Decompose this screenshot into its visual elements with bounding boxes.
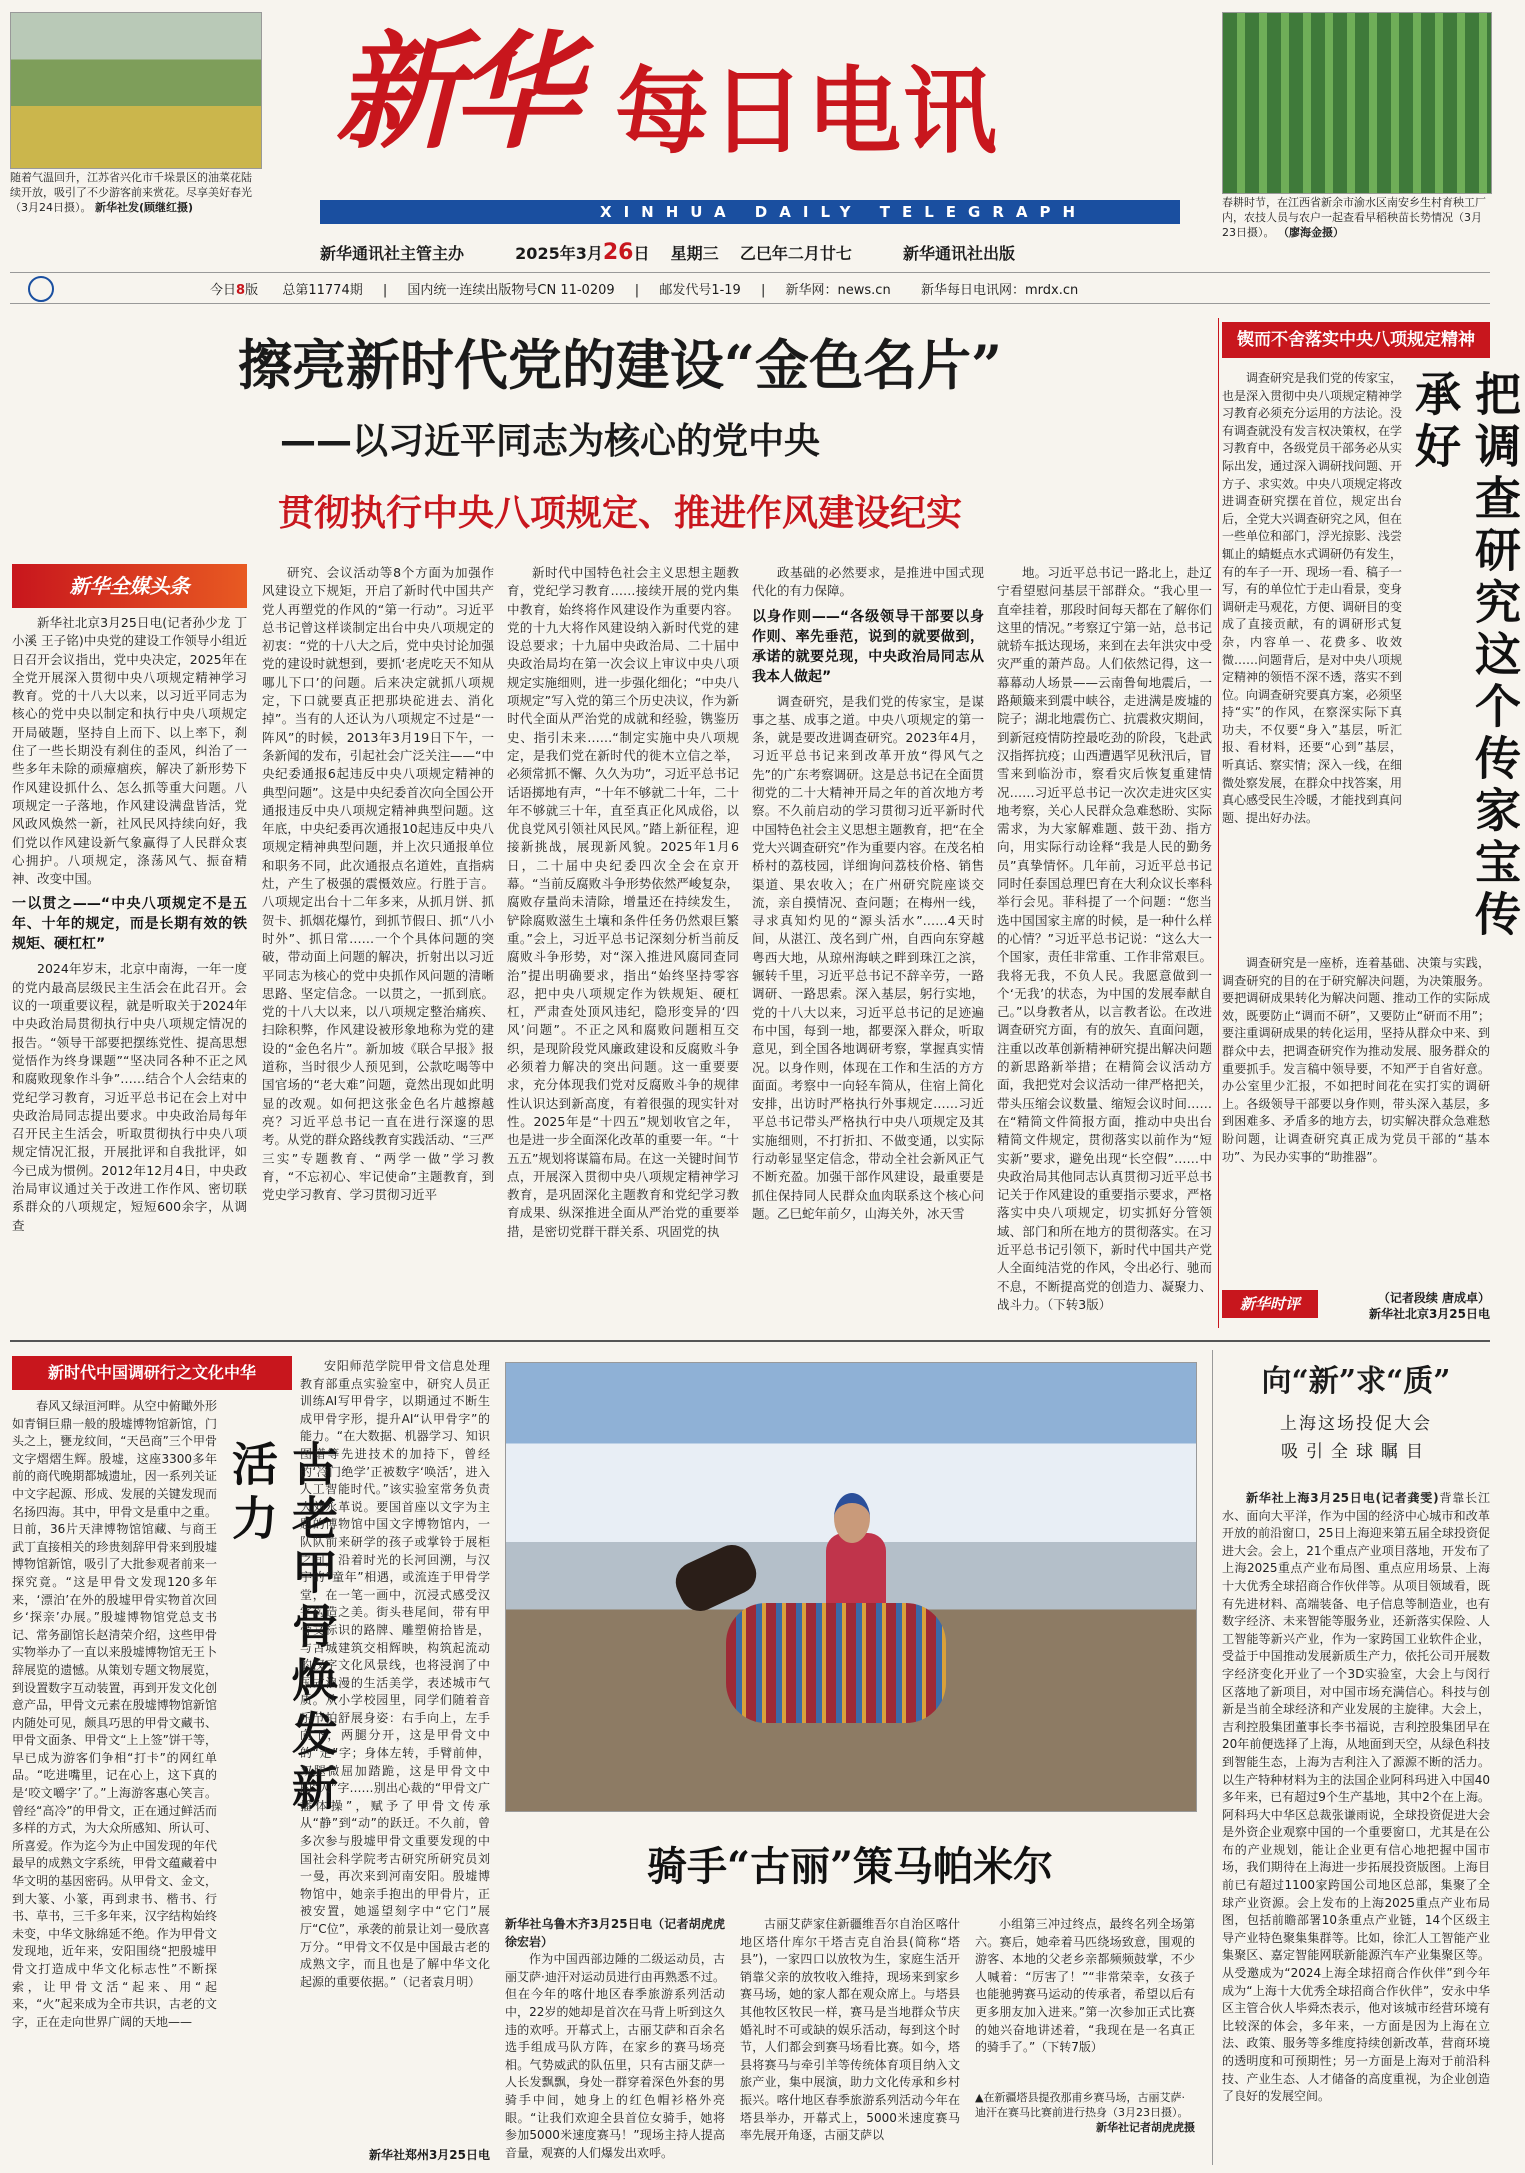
horse-body [726,1603,946,1723]
lead-headline: 擦亮新时代党的建设“金色名片” [237,333,1003,397]
info-bar-text: 今日8版 总第11774期 | 国内统一连续出版物号CN 11-0209 | 邮发代号1-19 | 新华网：news.cn 新华每日电讯网：mrdx.cn [210,283,1079,298]
right-column-border [1218,318,1219,1328]
culture-col1-text: 春风又绿洹河畔。从空中俯瞰外形如青铜巨鼎一般的殷墟博物馆新馆，门头之上，甕龙纹间，“天邑商”三个甲骨文字熠熠生辉。殷墟，这座3300多年前的商代晚期都城遗址，因一系列关证中文字起源、形成、发展的关键发现而名扬四海。其中，甲骨文是重中之重。日前，36片天津博物馆馆藏、与商王武丁直接相关的珍贵刻辞甲骨来到殷墟博物馆新馆，吸引了大批参观者前来一探究竟。“这是甲骨文发现120多年来，‘漂泊’在外的殷墟甲骨实物首次回乡‘探亲’办展。”殷墟博物馆党总支书记、常务副馆长赵清荣介绍，这些甲骨实物举办了一直以来殷墟博物馆无王卜辞展览的遗憾。从策划专题文物展览，到设置数字互动装置，再到开发文化创意产品，甲骨文元素在殷墟博物馆新馆内随处可见，颇具巧思的甲骨文藏书、甲骨文面条、甲骨文“上上签”饼干等，早已成为游客们争相“打卡”的网红单品。“吃进嘴里，记在心上，这下真的是‘咬文嚼字’了。”上海游客惠心笑言。曾经“高冷”的甲骨文，正在通过鲜活而多样的方式，为大众所感知、所认可、所喜爱。作为迄今为止中国发现的年代最早的成熟文字系统，甲骨文蕴藏着中华文明的基因密码。从甲骨文、金文，到大篆、小篆，再到隶书、楷书、行书、草书，三千多年来，汉字结构始终未变，中华文脉绵延不绝。作为甲骨文发现地，近年来，安阳围绕“把殷墟甲骨文打造成中华文化标志性”不断探索，让甲骨文活“起来、用“起来，“火”起来成为全市共识，古老的文字，正在走向世界广阔的天地—— [12,1399,217,2029]
date-prefix: 2025年3月 [515,244,603,263]
masthead-title-xinhua: 新华 [335,18,571,166]
weekday: 星期三 [670,244,719,263]
culture-dateline: 新华社郑州3月25日电 [368,2148,490,2162]
lead-col4-text: 政基础的必然要求，是推进中国式现代化的有力保障。 [752,565,984,599]
info-bar [10,272,1490,304]
sponsor: 新华通讯社主管主办 [320,244,465,263]
lead-col5-text: 地。习近平总书记一路北上，赴辽宁看望慰问基层干部群众。“我心里一直牵挂着，那段时间每天都在了解你们这里的情况。”考察辽宁第一站，总书记就轿车抵达现场，来到在去年洪灾中受灾严重的萧芦岛。人们依然记得，这一幕幕动人场景——云南鲁甸地震后，一路颠簸来到震中峡谷，走进满是废墟的院子；湖北地震伤亡、抗震救灾期间，到新冠疫情防控最吃劲的阶段，飞赴武汉指挥抗疫；山西遭遇罕见秋汛后，冒雪来到临汾市，察看灾后恢复重建情况……习近平总书记一次次走进灾区实地考察，关心人民群众急难愁盼、实际需求，为大家解难题、鼓干劲、指方向，用实际行动诠释“我是人民的勤务员”真挚情怀。几年前，习近平总书记同时任泰国总理巴育在大利众议长率科举行会见。菲科提了一个问题：“您当选中国国家主席的时候，是一种什么样的心情？”习近平总书记说：“这么大一个国家，责任非常重、工作非常艰巨。我将无我，不负人民。我愿意做到一个‘无我’的状态，为中国的发展奉献自己。”以身教者从，以言教者讼。在改进调查研究方面，有的放矢、直面问题，注重以改革创新精神研究提出解决问题的新思路新举措；在精简会议活动方面，我把党对会议活动一律严格把关，带头压缩会议数量、缩短会议时间……在“精简文件简报方面，推动中央出台精简文件规定，贯彻落实以前作为“短实新”要求，避免出现“长空假”……中央政治局其他同志认真贯彻习近平总书记关于作风建设的重要指示要求，严格落实中央八项规定，切实抓好分管领域、部门和所在地方的贯彻落实。在习近平总书记引领下，新时代中国共产党人全面纯洁党的作风，令出必行、驰而不息，不断提高党的创造力、凝聚力、战斗力。（下转3版） [997,565,1212,1312]
lead-subhead2: 贯彻执行中央八项规定、推进作风建设纪实 [277,493,962,534]
lead-col-4 [752,564,984,1326]
right-column-credit [1326,1290,1490,1322]
info-web2: 新华每日电讯网：mrdx.cn [920,283,1079,298]
horse-rider-figure [716,1513,946,1793]
feature-col-3 [975,1916,1195,2076]
feature-col-1 [505,1916,725,2166]
right-caption-text: 春耕时节，在江西省新余市渝水区南安乡生村育秧工厂内，农技人员与农户一起查看早稻秧苗长势情况（3月23日摄）。 [1222,196,1486,239]
lead-col1b-text: 2024年岁末，北京中南海，一年一度的党内最高层级民主生活会在此召开。会议的一项重要议程，就是听取关于2024年中央政治局贯彻执行中央八项规定情况的报告。“领导干部要把摆练党性、提高思想觉悟作为终身课题”“坚决同各种不正之风和腐败现象作斗争”……结合个人会结束的党纪学习教育，习近平总书记在会上对中央政治局同志提出要求。中央政治局每年召开民主生活会，听取贯彻执行中央八项规定情况汇报，开展批评和自我批评，如今已成为惯例。2012年12月4日，中央政治局审议通过关于改进工作作风、密切联系群众的八项规定，短短600余字，从调查 [12,961,247,1233]
lead-col-5 [997,564,1212,1326]
feature-caption-credit: 新华社记者胡虎虎摄 [1096,2121,1195,2134]
masthead-title-rest: 每日电讯 [615,58,1000,167]
info-post: 邮发代号1-19 [659,283,741,298]
shanghai-sub2: 吸引全球瞩目 [1281,1442,1431,1462]
masthead-left-photo [10,12,262,169]
feature-col2-text: 古丽艾萨家住新疆维吾尔自治区喀什地区塔什库尔干塔吉克自治县(简称“塔县”)，一家四口以放牧为生，家庭生活开销靠父亲的放牧收入维持，现场来到家乡赛马场，她的家人都在观众席上。与塔县其他牧区牧民一样，赛马是当地群众节庆婚礼时不可或缺的娱乐活动，每到这个时节，人们都会到赛马场看比赛。如今，塔县将赛马与牵引羊等传统体育项目纳入文旅产业，集中展演，助力文化传承和乡村振兴。喀什地区春季旅游系列活动今年在塔县举办，开幕式上，5000米速度赛马率先展开角逐，古丽艾萨以 [740,1917,960,2143]
masthead-left-caption [10,170,260,215]
masthead-right-caption [1222,195,1490,240]
right-dateline: 新华社北京3月25日电 [1368,1307,1490,1321]
shanghai-sub1: 上海这场投促大会 [1280,1414,1432,1434]
masthead-right-photo [1222,12,1492,194]
rider-head [834,1493,870,1543]
xinhua-logo-icon [28,276,54,302]
culture-banner: 新时代中国调研行之文化中华 [12,1356,292,1390]
lead-col2-text: 研究、会议活动等8个方面为加强作风建设立下规矩，开启了新时代中国共产党人再塑党的作风的“第一行动”。习近平总书记曾这样谈制定出台中央八项规定的初衷：“党的十八大之后，党中央讨论加强党的建设时就想到，要抓‘老虎吃天不知从哪儿下口’的问题。后来决定就抓八项规定，下口就要真正把那块砣进去、消化掉”。当有的人还认为八项规定不过是“一阵风”的时候，2013年3月19日下午，一条新闻的发布，引起社会广泛关注——“中央纪委通报6起违反中央八项规定精神的典型问题”。这是中央纪委首次向全国公开通报违反中央八项规定精神典型问题。这年底，中央纪委再次通报10起违反中央八项规定精神典型问题，并上次只通报单位和职务不同，此次通报点名道姓，直指病灶，产生了极强的震慑效应。行胜于言。八项规定出台十二年多来，从抓月饼、抓贺卡、抓烟花爆竹，到抓节假日、抓“八小时外”、抓日常……一个个具体问题的突破，带动面上问题的解决，折射出以习近平同志为核心的党中央抓作风问题的清晰思路、坚定信念。一以贯之，一抓到底。党的十八大以来，以八项规定整治痛疾、扫除积弊，作风建设被形象地称为党的建设的“金色名片”。新加坡《联合早报》报道称，当时很少人预见到，公款吃喝等中国官场的“老大难”问题，竟然出现如此明显的改观。如何把这张金色名片越擦越亮？习近平总书记一直在进行深邃的思考。从党的群众路线教育实践活动、“三严三实”专题教育、“两学一做”学习教育，“不忘初心、牢记使命”主题教育，到党史学习教育、学习贯彻习近平 [262,565,494,1203]
left-caption-text: 随着气温回升，江苏省兴化市千垛景区的油菜花陆续开放，吸引了不少游客前来赏花。尽享美好春光（3月24日摄）。 [10,171,252,214]
culture-col2-text: 安阳师范学院甲骨文信息处理教育部重点实验室中，研究人员正训练AI写甲骨字，以期通过不断生成甲骨字形，提升AI“认甲骨字”的能力。“在大数据、机器学习、知识图谱等先进技术的加持下，曾经的‘冷门绝学’正被数字‘唤活’，进入人工智能时代。”该实验室常务负责人刘永革说。要国首座以文字为主题的博物馆中国文字博物馆内，一队队前来研学的孩子或掌铃于展柜之间，沿着时光的长河回溯，与汉字的“童年”相遇，或流连于甲骨学堂，在一笔一画中，沉浸式感受汉字构造之美。街头巷尾间，带有甲骨文标识的路牌、雕塑俯拾皆是，与古城建筑交相辉映，构筑起流动的汉字文化风景线，也将浸润了中国式浪漫的生活美学，表述城市气质。从小学校园里，同学们随着音乐节拍舒展身姿：右手向上，左手向下，两腿分开，这是甲骨文中的“走”字；身体左转，手臂前伸，双腿微屈加踏跪，这是甲骨文中的“人”字……别出心裁的“甲骨文广播体操”，赋予了甲骨文传承从“静”到“动”的跃迁。不久前，曾多次参与殷墟甲骨文重要发现的中国社会科学院考古研究所研究员刘一曼，再次来到河南安阳。殷墟博物馆中，她亲手抱出的甲骨片，正被安置，她遥望刻字中“它门”展厅“C位”，承袭的前景让刘一曼欣喜万分。“甲骨文不仅是中国最古老的成熟文字，而且也是了解中华文化起源的重要依据。”（记者袁月明） [300,1359,490,1989]
masthead-title-en: XINHUA DAILY TELEGRAPH [600,203,1088,221]
feature-headline: 骑手“古丽”策马帕米尔 [646,1843,1053,1890]
feature-photo-caption [975,2090,1195,2135]
lead-col-3 [507,564,739,1326]
lead-col-1 [12,614,247,1326]
lunar-date: 乙巳年二月廿七 [739,244,852,263]
right-column-body2 [1222,955,1490,1285]
info-web: 新华网：news.cn [785,283,891,298]
shanghai-body-text: 背靠长江水、面向大平洋，作为中国的经济中心城市和改革开放的前沿窗口，25日上海迎来第五届全球投资促进大会。会上，21个重点产业项目落地，开发布了上海2025重点产业布局图、重点应用场景、上海十大优秀全球招商合作伙伴等。从项目领域看，既有先进材料、高端装备、电子信息等制造业，也有数字经济、未来智能等服务业，还新落实保险、人工智能等新兴产业，作为一家跨国工业软件企业，受益于中国推动发展新质生产力，依托公司开展数字经济变化开业了一个3D实验室，大会上与闵行区落地了新项目，对中国市场充满信心。科技与创新是当前全球经济和产业发展的主旋律。大会上，吉利控股集团董事长李书福说，吉利控股集团早在20年前便选择了上海，从地面到天空，从绿色科技到智能生态，上海为吉利注入了源源不断的活力。以生产特种材料为主的法国企业阿科玛进入中国40多年来，已有超过9个生产基地，其中2个在上海。阿科玛大中华区总裁张谦雨说，全球投资促进大会是外资企业观察中国的一个重要窗口，尤其是在公布的产业规划，能让企业更有信心地把握中国市场，我们期待在上海进一步拓展投资版图。上海目前已有超过1100家跨国公司地区总部，集聚了全球产业资源。会上发布的上海2025重点产业布局图，包括前瞻部署10条重点产业链，14个区级主导产业特色聚集集群等。比如，徐汇人工智能产业集聚区、嘉定智能网联新能源汽车产业集聚区等。从受邀成为“2024上海全球招商合作伙伴”到今年成为“上海十大优秀全球招商合作伙伴”，安永中华区主管合伙人毕舜杰表示，他对该城市经营环境有比较深的体会，多年来，一方面是因为上海在立法、政策、服务等多维度持续创新改革，营商环境的透明度和可预期性；另一方面是上海对于前沿科技、产业生态、人才储备的高度重视，为企业创造了良好的发展空间。 [1222,1491,1490,2104]
feature-dateline: 新华社乌鲁木齐3月25日电（记者胡虎虎 徐宏岩） [505,1917,725,1949]
date-suffix: 日 [633,244,650,263]
info-pages-label: 今日 [210,283,237,298]
right-caption-credit: （廖海金摄） [1278,226,1344,239]
lead-col-2 [262,564,494,1326]
feature-col1-text: 作为中国西部边陲的二级运动员，古丽艾萨·迪汗对运动员进行由再熟悉不过。但在今年的喀什地区春季旅游系列活动中，22岁的她却是首次在马背上听到这久违的欢呼。开幕式上，古丽艾萨和百余名选手组成马队方阵，在家乡的赛马场亮相。气势威武的队伍里，只有古丽艾萨一人长发飘飘，身处一群穿着深色外套的男骑手中间，她身上的红色帽衫格外亮眼。“让我们欢迎全县首位女骑手，她将参加5000米速度赛马！”现场主持人提高音量，观赛的人们爆发出欢呼。 [505,1952,725,2160]
shanghai-body [1222,1490,1490,2166]
shanghai-headline: 向“新”求“质” [1261,1364,1451,1399]
lead-subhead1: ——以习近平同志为核心的党中央 [280,421,821,462]
info-pages: 8 [236,283,246,298]
lead-tag: 新华全媒头条 [12,564,247,608]
info-cn: 国内统一连续出版物号CN 11-0209 [407,283,615,298]
right-column-body1 [1222,370,1402,950]
lead-col4b-text: 调查研究，是我们党的传家宝，是谋事之基、成事之道。中央八项规定的第一条，就是要改进调查研究。2023年4月，习近平总书记来到改革开放“得风气之先”的广东考察调研。这是总书记在全面贯彻党的二十大精神开局之年的首次地方考察。不久前启动的学习贯彻习近平新时代中国特色社会主义思想主题教育，把“在全党大兴调查研究”作为重要内容。在茂名柏桥村的荔枝园，详细询问荔枝价格、销售渠道、果农收入；在广州研究院座谈交流，亲自摸情况、查问题；在梅州一线，寻求真知灼见的“源头活水”……4天时间，从湛江、茂名到广州，自西向东穿越粤西大地，从琼州海峡之畔到珠江之滨，辗转千里，习近平总书记不辞辛劳，一路调研、一路思索。深入基层，躬行实地，党的十八大以来，习近平总书记的足迹遍布中国，每到一地，都要深入群众，听取意见，到全国各地调研考察，掌握真实情况。以身作则，体现在工作和生活的方方面面。考察中一向轻车简从，住宿上简化安排，出访时严格执行外事规定……习近平总书记带头严格执行中央八项规定及其实施细则，不打折扣、不做变通，以实际行动彰显坚定信念，带动全社会新风正气不断充盈。加强干部作风建设，最重要是抓住保持同人民群众血肉联系这个核心问题。乙巳蛇年前夕，山海关外，冰天雪 [752,693,984,1221]
feature-col-2 [740,1916,960,2166]
culture-headline: 古老甲骨焕发新活力 [225,1440,339,1818]
feature-photo [505,1362,1197,1812]
right-body1-text: 调查研究是我们党的传家宝，也是深入贯彻中央八项规定精神学习教育必须充分运用的方法论。没有调查就没有发言权决策权，在学习教育中，各级党员干部务必从实际出发，通过深入调研找问题、开方子、求实效。中央八项规定将改进调查研究摆在首位，规定出台后，全党大兴调查研究之风，但在一些单位和部门，浮光掠影、浅尝辄止的蜻蜓点水式调研仍有发生，有的车子一开、现场一看、稿子一写，有的单位忙于走山看景，变身调研走马观花，方便、调研目的变成了直接贡献，有的调研形式复杂，内容单一、花费多、收效微……问题背后，是对中央八项规定精神的领悟不深不透，落实不到位。向调查研究要真方案，必须坚持“实”的作风，在察深实际下真功夫，不仅要“身入”基层，听汇报、看材料，还要“心到”基层，听真话、察实情；深入一线，在细微处察发展，在群众中找答案，用真心感受民生冷暖，才能找到真问题、提出好办法。 [1222,371,1403,825]
culture-col-1 [12,1398,217,2166]
left-caption-credit: 新华社发(顾继红摄) [95,201,194,214]
masthead-dateline [320,240,1190,266]
lead-col1-text: 新华社北京3月25日电(记者孙少龙 丁小溪 王子铭)中央党的建设工作领导小组近日召开会议指出，党中央决定，2025年在全党开展深入贯彻中央八项规定精神学习教育。党的十八大以来，以习近平同志为核心的党中央以制定和执行中央八项规定开局破题，坚持自上而下、以上率下，刹住了一些长期没有刹住的歪风，纠治了一些多年未除的顽瘴痼疾，解决了新形势下作风建设抓什么、怎么抓等重大问题。八项规定一子落地，作风建设满盘皆活，党风政风焕然一新，社风民风持续向好，我们党以作风建设新气象赢得了人民群众衷心拥护。八项规定，涤荡风气、振奋精神、改变中国。 [12,615,247,887]
shanghai-border [1212,1350,1213,2165]
right-column-tag: 新华时评 [1222,1290,1318,1318]
lead-col1-subhead: 一以贯之——“中央八项规定不是五年、十年的规定，而是长期有效的铁规矩、硬杠杠” [12,896,247,953]
lead-col3-text: 新时代中国特色社会主义思想主题教育，党纪学习教育……接续开展的党内集中教育，始终将作风建设作为重要内容。党的十九大将作风建设纳入新时代党的建设总要求；十九届中央政治局、二十届中央政治局均在第一次会议上审议中央八项规定实施细则，进一步强化细化；“中央八项规定”写入党的第三个历史决议，作为新时代全面从严治党的成就和经验，镌鉴历史、指引未来……“制定实施中央八项规定，是我们党在新时代的徙木立信之举，必须常抓不懈、久久为功”，习近平总书记话语掷地有声，“十年不够就二十年，二十年不够就三十年，直至真正化风成俗，以优良党风引领社风民风。”踏上新征程，迎接新挑战，展现新风貌。2025年1月6日，二十届中央纪委四次全会在京开幕。“当前反腐败斗争形势依然严峻复杂，腐败存量尚未清除，增量还在持续发生，铲除腐败滋生土壤和条件任务仍然艰巨繁重。”会上，习近平总书记深刻分析当前反腐败斗争形势，对“深入推进风腐同查同治”提出明确要求，指出“始终坚持零容忍，把中央八项规定作为铁规矩、硬杠杠，严肃查处顶风违纪，隐形变异的‘四风’问题”。不正之风和腐败问题相互交织，是现阶段党风廉政建设和反腐败斗争必须着力解决的突出问题。这一重要要求，充分体现我们党对反腐败斗争的规律性认识达到新高度，有着很强的现实针对性。2025年是“十四五”规划收官之年，也是进一步全面深化改革的重要一年。“十五五”规划将谋篇布局。在这一关键时间节点，开展深入贯彻中央八项规定精神学习教育，是巩固深化主题教育和党纪学习教育成果、纵深推进全面从严治党的重要举措，是密切党群干群关系、巩固党的执 [507,565,739,1239]
feature-col3-text: 小组第三冲过终点，最终名列全场第六。赛后，她牵着马匹绕场致意，围观的游客、本地的父老乡亲都频频鼓掌，不少人喊着：“厉害了！”“非常荣幸，女孩子也能驰骋赛马运动的传承者，希望以后有更多朋友加入进来。”第一次参加正式比赛的她兴奋地讲述着，“我现在是一名真正的骑手了。”（下转7版） [975,1917,1195,2055]
right-column-banner: 锲而不舍落实中央八项规定精神 [1222,322,1490,358]
feature-caption-text: ▲在新疆塔县提孜那甫乡赛马场，古丽艾萨·迪汗在赛马比赛前进行热身（3月23日摄）。 [975,2091,1189,2119]
date-day: 26 [602,240,634,265]
section-divider [10,1340,1490,1342]
right-body2-text: 调查研究是一座桥，连着基础、决策与实践，调查研究的目的在于研究解决问题，为决策服务。要把调研成果转化为解决问题、推动工作的实际成效，既要防止“调而不研”，又要防止“研而不用”；要注重调研成果的转化运用，坚持从群众中来、到群众中去，把调查研究作为推动发展、服务群众的重要抓手。发言稿中领导要，不知严于自省好意。办公室里少汇报，不如把时间花在实打实的调研上。各级领导干部要以身作则，带头深入基层，多到困难多、矛盾多的地方去，切实解决群众急难愁盼问题，让调查研究真正成为党员干部的“基本功”、为民办实事的“助推器”。 [1222,956,1490,1164]
right-column-headline: 把调查研究这个传家宝传承好 [1408,370,1522,942]
right-credit: （记者段续 唐成卓） [1377,1291,1490,1305]
info-issue: 总第11774期 [282,283,363,298]
publisher: 新华通讯社出版 [902,244,1015,263]
culture-col-2 [300,1358,490,2138]
lead-col4-subhead: 以身作则——“各级领导干部要以身作则、率先垂范，说到的就要做到，承诺的就要兑现，中央政治局同志从我本人做起” [752,608,984,685]
info-pages-unit: 版 [245,283,259,298]
shanghai-dateline: 新华社上海3月25日电(记者龚雯) [1246,1491,1439,1505]
